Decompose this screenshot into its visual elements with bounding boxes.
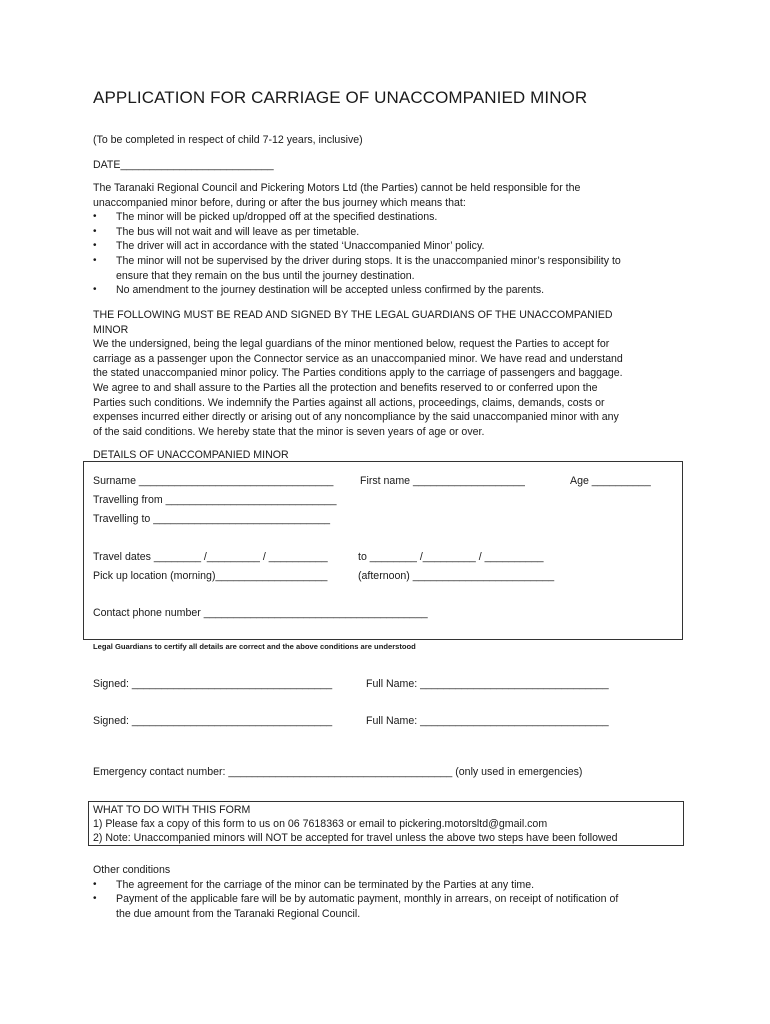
instructions-step-2: 2) Note: Unaccompanied minors will NOT be accepted for travel unless the above two steps have been followed	[93, 832, 618, 844]
travelling-to-field[interactable]: Travelling to ______________________________	[93, 513, 331, 525]
instructions-step-1: 1) Please fax a copy of this form to us on 06 7618363 or email to pickering.motorsltd@gmail.com	[93, 818, 548, 830]
bullet-item: • Payment of the applicable fare will be by automatic payment, monthly in arrears, on receipt of notification of the due amount from the Taranaki Regional Council.	[93, 893, 619, 920]
surname-field[interactable]: Surname _________________________________	[93, 475, 334, 487]
signed-field[interactable]: Signed: __________________________________	[93, 715, 333, 727]
declaration-line: carriage as a passenger upon the Connector service as an unaccompanied minor. We have read and understand	[93, 352, 623, 365]
form-subtitle: (To be completed in respect of child 7-12 years, inclusive)	[93, 134, 363, 146]
emergency-contact-field[interactable]: Emergency contact number: ______________________________________ (only used in emergencies)	[93, 766, 583, 778]
full-name-field[interactable]: Full Name: ________________________________	[366, 678, 609, 690]
bullet-icon: •	[93, 284, 97, 296]
certify-note: Legal Guardians to certify all details are correct and the above conditions are understood	[93, 642, 416, 651]
pickup-afternoon-field[interactable]: (afternoon) ________________________	[358, 570, 555, 582]
declaration-heading: THE FOLLOWING MUST BE READ AND SIGNED BY THE LEGAL GUARDIANS OF THE UNACCOMPANIED	[93, 309, 613, 321]
intro-bullet-list	[93, 210, 678, 298]
bullet-item: • The minor will not be supervised by the driver during stops. It is the unaccompanied minor’s responsibility to ensure that they remain on the bus until the journey destination.	[93, 254, 621, 282]
contact-phone-field[interactable]: Contact phone number ______________________________________	[93, 607, 428, 619]
declaration-line: We agree to and shall assure to the Parties all the protection and benefits reserved to or conferred upon the	[93, 381, 598, 394]
intro-line: unaccompanied minor before, during or after the bus journey which means that:	[93, 196, 466, 209]
full-name-field[interactable]: Full Name: ________________________________	[366, 715, 609, 727]
intro-line: The Taranaki Regional Council and Pickering Motors Ltd (the Parties) cannot be held responsible for the	[93, 182, 581, 194]
bullet-item: • The minor will be picked up/dropped off at the specified destinations.	[93, 211, 438, 224]
declaration-line: Parties such conditions. We indemnify the Parties against all actions, proceedings, claims, demands, costs or	[93, 396, 605, 409]
details-heading: DETAILS OF UNACCOMPANIED MINOR	[93, 449, 289, 461]
declaration-line: expenses incurred either directly or arising out of any noncompliance by the said unaccompanied minor with any	[93, 411, 619, 424]
bullet-icon: •	[93, 225, 97, 237]
bullet-icon: •	[93, 878, 97, 890]
bullet-item: • The agreement for the carriage of the minor can be terminated by the Parties at any time.	[93, 878, 535, 891]
other-conditions-heading: Other conditions	[93, 864, 171, 876]
travelling-from-field[interactable]: Travelling from _____________________________	[93, 494, 337, 506]
travel-dates-from-field[interactable]: Travel dates ________ /_________ / __________	[93, 551, 328, 563]
travel-dates-to-field[interactable]: to ________ /_________ / __________	[358, 551, 544, 563]
bullet-item: • No amendment to the journey destination will be accepted unless confirmed by the parents.	[93, 284, 545, 297]
declaration-section	[93, 308, 678, 439]
bullet-icon: •	[93, 211, 97, 223]
form-title: APPLICATION FOR CARRIAGE OF UNACCOMPANIED MINOR	[93, 88, 588, 107]
first-name-field[interactable]: First name ___________________	[360, 475, 525, 487]
declaration-line: We the undersigned, being the legal guardians of the minor mentioned below, request the Parties to accept for	[93, 338, 610, 351]
declaration-line: the stated unaccompanied minor policy. The Parties conditions apply to the carriage of passengers and baggage.	[93, 367, 623, 380]
pickup-morning-field[interactable]: Pick up location (morning)___________________	[93, 570, 328, 582]
age-field[interactable]: Age __________	[570, 475, 651, 487]
details-box	[83, 461, 683, 640]
signed-field[interactable]: Signed: __________________________________	[93, 678, 333, 690]
other-bullet-list	[93, 878, 678, 922]
bullet-item: • The driver will act in accordance with the stated ‘Unaccompanied Minor’ policy.	[93, 240, 485, 253]
bullet-icon: •	[93, 893, 97, 905]
declaration-line: of the said conditions. We hereby state that the minor is seven years of age or over.	[93, 425, 485, 438]
bullet-icon: •	[93, 254, 97, 266]
bullet-icon: •	[93, 240, 97, 252]
bullet-item: • The bus will not wait and will leave as per timetable.	[93, 225, 360, 238]
other-conditions-section	[93, 863, 678, 921]
date-field[interactable]: DATE__________________________	[93, 159, 274, 171]
intro-section	[93, 181, 678, 298]
declaration-heading-cont: MINOR	[93, 323, 129, 336]
instructions-heading: WHAT TO DO WITH THIS FORM	[93, 804, 251, 816]
instructions-box	[88, 801, 684, 846]
